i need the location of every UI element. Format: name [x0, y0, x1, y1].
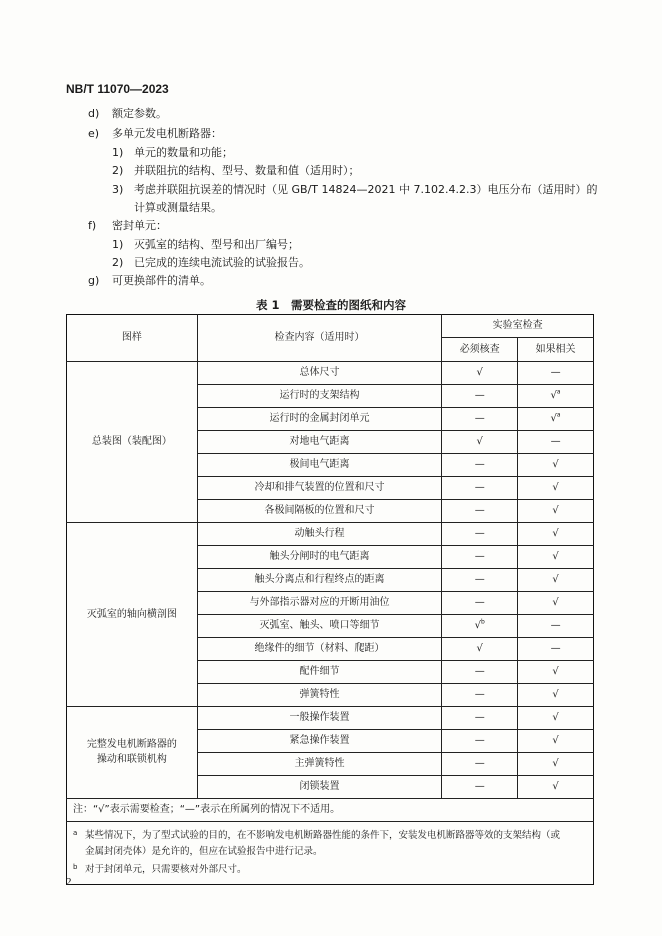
must-check-cell: — — [442, 385, 518, 408]
if-relevant-cell: √ — [518, 684, 594, 707]
list-subitem-e1: 1) 单元的数量和功能； — [112, 146, 233, 159]
must-check-cell: — — [442, 707, 518, 730]
list-item-g: g) 可更换部件的清单。 — [88, 274, 211, 287]
header-content: 检查内容（适用时） — [197, 315, 442, 362]
if-relevant-cell: — — [518, 615, 594, 638]
row-content: 运行时的支架结构 — [197, 385, 442, 408]
row-content: 与外部指示器对应的开断用油位 — [197, 592, 442, 615]
row-content: 主弹簧特性 — [197, 753, 442, 776]
must-check-cell: — — [442, 454, 518, 477]
standard-number: NB/T 11070—2023 — [66, 82, 169, 96]
footnote-b — [73, 862, 587, 878]
inspection-table — [66, 314, 594, 885]
row-content: 运行时的金属封闭单元 — [197, 408, 442, 431]
must-check-cell: — — [442, 776, 518, 799]
must-check-cell: — — [442, 500, 518, 523]
if-relevant-cell: √$^a$ — [518, 385, 594, 408]
must-check-cell: √$^b$ — [442, 615, 518, 638]
table-footnotes — [67, 822, 594, 885]
footnote-ref-b: b — [480, 618, 485, 626]
if-relevant-cell: √$^a$ — [518, 408, 594, 431]
if-relevant-cell: √ — [518, 500, 594, 523]
table-note: 注：“√”表示需要检查；“—”表示在所属列的情况下不适用。 — [67, 799, 594, 822]
if-relevant-cell: √ — [518, 661, 594, 684]
list-item-e: e) 多单元发电机断路器： — [88, 127, 222, 140]
must-check-cell: — — [442, 684, 518, 707]
must-check-cell: √ — [442, 431, 518, 454]
footnote-a — [73, 828, 587, 860]
if-relevant-cell: √ — [518, 523, 594, 546]
must-check-cell: — — [442, 408, 518, 431]
footnote-ref-a: a — [556, 411, 561, 419]
row-content: 各极间隔板的位置和尺寸 — [197, 500, 442, 523]
if-relevant-cell: √ — [518, 454, 594, 477]
list-subitem-f2: 2) 已完成的连续电流试验的试验报告。 — [112, 256, 310, 269]
footnote-b-key: b — [73, 863, 78, 871]
if-relevant-cell: — — [518, 431, 594, 454]
list-item-d: d) 额定参数。 — [88, 107, 167, 120]
row-content: 弹簧特性 — [197, 684, 442, 707]
row-content: 触头分闸时的电气距离 — [197, 546, 442, 569]
row-content: 动触头行程 — [197, 523, 442, 546]
if-relevant-cell: √ — [518, 569, 594, 592]
footnote-b-text: 对于封闭单元，只需要核对外部尺寸。 — [85, 864, 247, 875]
row-content: 极间电气距离 — [197, 454, 442, 477]
row-content: 绝缘件的细节（材料、爬距） — [197, 638, 442, 661]
list-subitem-e3-continuation: 计算或测量结果。 — [134, 201, 222, 214]
row-content: 总体尺寸 — [197, 362, 442, 385]
group-name-line-1: 完整发电机断路器的 — [86, 739, 177, 750]
group-name-line-2: 操动和联锁机构 — [96, 754, 167, 765]
must-check-cell: — — [442, 753, 518, 776]
if-relevant-cell: √ — [518, 707, 594, 730]
page-number: 2 — [66, 876, 72, 888]
must-check-cell: — — [442, 569, 518, 592]
must-check-cell: √ — [442, 638, 518, 661]
footnote-a-line-1: 某些情况下，为了型式试验的目的，在不影响发电机断路器性能的条件下，安装发电机断路器等效的支架结构（或 — [85, 830, 561, 841]
row-content: 冷却和排气装置的位置和尺寸 — [197, 477, 442, 500]
header-drawing: 图样 — [67, 315, 198, 362]
must-check-cell: — — [442, 523, 518, 546]
row-content: 一般操作装置 — [197, 707, 442, 730]
group-name-mechanism — [67, 707, 198, 799]
table-title: 表 1 需要检查的图纸和内容 — [255, 298, 406, 312]
if-relevant-cell: √ — [518, 546, 594, 569]
row-content: 对地电气距离 — [197, 431, 442, 454]
if-relevant-cell: √ — [518, 730, 594, 753]
must-check-cell: — — [442, 592, 518, 615]
row-content: 灭弧室、触头、喷口等细节 — [197, 615, 442, 638]
if-relevant-cell: √ — [518, 477, 594, 500]
row-content: 触头分离点和行程终点的距离 — [197, 569, 442, 592]
if-relevant-cell: √ — [518, 753, 594, 776]
if-relevant-cell: √ — [518, 592, 594, 615]
header-must-check: 必须核查 — [442, 338, 518, 362]
row-content: 紧急操作装置 — [197, 730, 442, 753]
footnote-a-key: a — [73, 829, 78, 837]
row-content: 闭锁装置 — [197, 776, 442, 799]
must-check-cell: — — [442, 730, 518, 753]
footnote-a-line-2: 金属封闭壳体）是允许的，但应在试验报告中进行记录。 — [85, 846, 323, 857]
if-relevant-cell: — — [518, 638, 594, 661]
if-relevant-cell: — — [518, 362, 594, 385]
list-item-f: f) 密封单元： — [88, 219, 167, 232]
must-check-cell: — — [442, 661, 518, 684]
group-name-arc-chamber: 灭弧室的轴向横剖图 — [67, 523, 198, 707]
list-subitem-e3: 3) 考虑并联阻抗误差的情况时（见 GB/T 14824—2021 中 7.102.4.2.3）电压分布（适用时）的 — [112, 183, 598, 196]
list-subitem-f1: 1) 灭弧室的结构、型号和出厂编号； — [112, 238, 299, 251]
group-name-assembly: 总装图（装配图） — [67, 362, 198, 523]
if-relevant-cell: √ — [518, 776, 594, 799]
footnote-ref-a: a — [556, 388, 561, 396]
header-lab-check: 实验室检查 — [442, 315, 594, 338]
must-check-cell: — — [442, 546, 518, 569]
header-if-relevant: 如果相关 — [518, 338, 594, 362]
list-subitem-e2: 2) 并联阻抗的结构、型号、数量和值（适用时）； — [112, 164, 360, 177]
must-check-cell: √ — [442, 362, 518, 385]
must-check-cell: — — [442, 477, 518, 500]
row-content: 配件细节 — [197, 661, 442, 684]
